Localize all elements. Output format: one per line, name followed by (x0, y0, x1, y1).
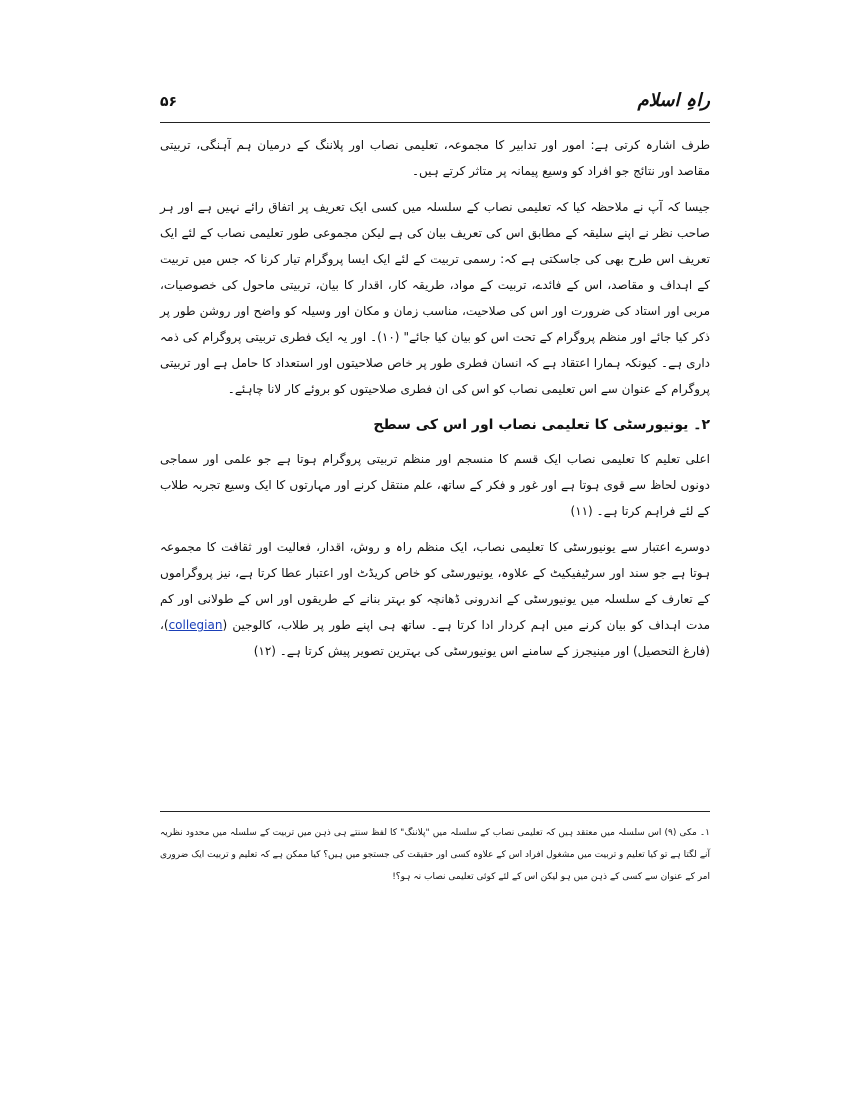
section-paragraph-1: اعلی تعلیم کا تعلیمی نصاب ایک قسم کا منسجم اور منظم تربیتی پروگرام ہوتا ہے جو علمی اور سماجی دونوں لحاظ سے قوی ہوتا ہے اور غور و فکر کے ساتھ، علم منتقل کرنے اور مہارتوں کا ایک وسیع تجربہ طلاب کے لئے فراہم کرتا ہے۔ (۱۱) (160, 452, 710, 518)
footnote: ۱۔ مکی (۹) اس سلسلہ میں معتقد ہیں کہ تعلیمی نصاب کے سلسلہ میں "پلاننگ" کا لفظ سنتے ہی ذہن میں تربیت کے سلسلہ میں محدود نظریہ آنے لگتا ہے تو کیا تعلیم و تربیت میں مشغول افراد اس کے علاوہ کسی اور حقیقت کی جستجو میں ہیں؟ کیا ممکن ہے کہ تعلیم و تربیت ایک ضروری امر کے عنوان سے کسی کے ذہن میں ہو لیکن اس کے لئے کوئی تعلیمی نصاب نہ ہو؟! (159, 828, 710, 882)
section-paragraph-2-end: )، (فارغ التحصیل) اور مینیجرز کے سامنے اس یونیورسٹی کی بہترین تصویر پیش کرتا ہے۔ (۱۲) (160, 618, 710, 658)
running-head-title: راہِ اسلام (637, 90, 710, 111)
body-text (160, 132, 710, 674)
paragraph-1: طرف اشارہ کرتی ہے: امور اور تدابیر کا مجموعہ، تعلیمی نصاب اور پلاننگ کے درمیان ہم آہنگی، تربیتی مقاصد اور نتائج جو افراد کو وسیع پیمانہ پر متاثر کرتے ہیں۔ (160, 138, 710, 178)
section-paragraph-2 (160, 534, 710, 664)
page-header (160, 90, 710, 118)
page-number: ۵۶ (160, 94, 178, 110)
footnote-divider (160, 811, 710, 812)
collegian-link[interactable]: collegian (168, 618, 223, 632)
paragraph-2: جیسا کہ آپ نے ملاحظہ کیا کہ تعلیمی نصاب کے سلسلہ میں کسی ایک تعریف پر اتفاق رائے نہیں ہے اور ہر صاحب نظر نے اپنے سلیقہ کے مطابق اس کی تعریف بیان کی ہے لیکن مجموعی طور تعلیمی نصاب کے لئے ایک تعریف اس طرح بھی کی جاسکتی ہے کہ: رسمی تربیت کے لئے ایک ایسا پروگرام تیار کرنا کہ جس میں تربیت کے اہداف و مقاصد، اس کے فائدے، تربیت کے مواد، طریقہ کار، اقدار کا بیان، تربیتی ماحول کی خصوصیات، مربی اور استاد کی ضرورت اور اس کی صلاحیت، مناسب زمان و مکان اور وسیلہ کو واضح اور روشن طور پر ذکر کیا جائے اور منظم پروگرام کے تحت اس کو بیان کیا جائے" (۱۰)۔ اور یہ ایک فطری تربیتی پروگرام کی ذمہ داری ہے۔ کیونکہ ہمارا اعتقاد ہے کہ انسان فطری طور پر خاص صلاحیتوں اور استعداد کا حامل ہے اور تربیتی پروگرام کے عنوان سے اس تعلیمی نصاب کو اس کی ان فطری صلاحیتوں کو بروئے کار لانا چاہئے۔ (160, 200, 710, 396)
section-heading: ۲۔ یونیورسٹی کا تعلیمی نصاب اور اس کی سطح (373, 417, 710, 433)
header-divider (160, 122, 710, 123)
section-paragraph-2-start: دوسرے اعتبار سے یونیورسٹی کا تعلیمی نصاب، ایک منظم راہ و روش، اقدار، فعالیت اور ثقافت کا مجموعہ ہوتا ہے جو سند اور سرٹیفیکیٹ کے علاوہ، یونیورسٹی کو خاص کریڈٹ اور اعتبار عطا کرتا ہے، نیز پروگراموں کے تعارف کے سلسلہ میں یونیورسٹی کے اندرونی ڈھانچہ کو بہتر بنانے کے طریقوں اور اس کے طولانی اور کم مدت اہداف کو بیان کرنے میں اہم کردار ادا کرتا ہے۔ ساتھ ہی اپنے طور پر طلاب، کالوجین ( (160, 540, 710, 632)
